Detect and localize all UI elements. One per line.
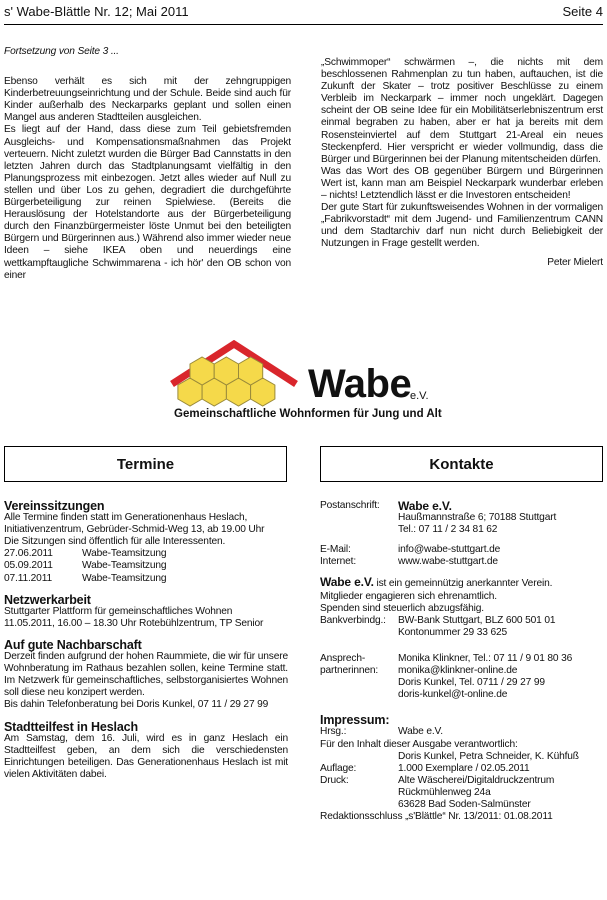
auflage-row bbox=[320, 763, 604, 775]
postanschrift-row bbox=[320, 500, 604, 512]
druck-row-3 bbox=[320, 799, 604, 811]
kontakte-heading-box bbox=[320, 446, 603, 482]
spacer bbox=[320, 677, 398, 689]
ansprech-row-4 bbox=[320, 689, 604, 701]
ansprech-label: Ansprech- bbox=[320, 652, 366, 664]
druck-value: Rückmühlenweg 24a bbox=[398, 786, 491, 798]
internet-label: Internet: bbox=[320, 556, 357, 568]
address-row bbox=[320, 512, 604, 524]
page-number: Seite 4 bbox=[562, 4, 603, 19]
section-title: Netzwerkarbeit bbox=[4, 592, 91, 607]
internet-row bbox=[320, 556, 604, 568]
website-link[interactable]: www.wabe-stuttgart.de bbox=[398, 556, 498, 568]
postanschrift-label: Postanschrift: bbox=[320, 500, 380, 511]
vereinssitzungen-section bbox=[4, 500, 288, 585]
verein-line: Mitglieder engagieren sich ehrenamtlich. bbox=[320, 590, 497, 602]
date-row bbox=[4, 573, 288, 585]
verantwortlich-line: Für den Inhalt dieser Ausgabe verantwortlich: bbox=[320, 738, 518, 750]
termine-column bbox=[4, 500, 288, 790]
spacer bbox=[320, 627, 398, 639]
termine-heading-box bbox=[4, 446, 287, 482]
section-title: Vereinssitzungen bbox=[4, 499, 105, 513]
stadtteilfest-section bbox=[4, 721, 288, 781]
date: 05.09.2011 bbox=[4, 560, 53, 572]
verein-text: ist ein gemeinnützig anerkannter Verein. bbox=[373, 578, 553, 590]
verein-statement bbox=[320, 576, 604, 590]
section-title: Stadtteilfest in Heslach bbox=[4, 719, 138, 734]
spacer bbox=[320, 689, 398, 701]
date: 07.11.2011 bbox=[4, 572, 52, 584]
account-number: Kontonummer 29 33 625 bbox=[398, 626, 507, 638]
section-text: Stuttgarter Plattform für gemeinschaftliches Wohnen bbox=[4, 605, 233, 617]
article-paragraph: „Schwimmoper“ schwärmen –, die nichts mit dem beschlossenen Rahmenplan zu tun haben, auftauchen, ist die Zukunft der Skater – trotz positiver Beschlüsse zu einem Verbleib im Neckarpark – immer noch ungeklärt. Dagegen scheint der OB seine Idee für ein Mobilitätserlebniszentrum erst einmal begraben zu haben, aber er hat ja bereits mit dem Rosensteinviertel auf dem Stuttgart 21-Areal ein neues Steckenpferd. Hier verspricht er wieder vollmundig, dass die Bürger und Bürgerinnen bei der Planung mitentscheiden dürfen. bbox=[321, 57, 603, 165]
section-text: Am Samstag, dem 16. Juli, wird es in ganz Heslach ein Stadtteilfest geben, an dem sich die verschiedensten Einrichtungen beteiligen. Das Generationenhaus Heslach ist mit vielen Aktivitäten dabei. bbox=[4, 732, 288, 780]
verein-name: Wabe e.V. bbox=[320, 575, 374, 590]
redaktionsschluss: Redaktionsschluss „s'Blättle“ Nr. 13/2011: 01.08.2011 bbox=[320, 811, 553, 823]
druck-row bbox=[320, 775, 604, 787]
nachbarschaft-section bbox=[4, 639, 288, 712]
spacer bbox=[320, 799, 398, 811]
spacer bbox=[320, 536, 604, 544]
section-text: Die Sitzungen sind öffentlich für alle Interessenten. bbox=[4, 536, 226, 548]
ansprech-row-2 bbox=[320, 665, 604, 677]
section-text: Bis dahin Telefonberatung bei Doris Kunkel, 07 11 / 29 27 99 bbox=[4, 699, 269, 711]
continued-note: Fortsetzung von Seite 3 ... bbox=[4, 46, 119, 57]
article-paragraph: Es liegt auf der Hand, dass diese zum Teil gebietsfremden Ausgleichs- und Kompensationsmaßnahmen das Projekt verteuern. Nicht zuletzt wurden die Bürger Bad Cannstatts in den letzten Jahren durch das Stadtplanungsamt vielfältig in den Planungsprozess mit einbezogen. Jetzt alles wieder auf Null zu stellen und über Los zu gehen, degradiert die durchgeführte Bürgerbeteiligung zur reinen Spielwiese. (Bereits die Herauslösung der Hotelstandorte aus der Bürgerbeteiligung durch den Finanzbürgermeister löste Unmut bei den beteiligten Bürgern und Bürgerinnen aus.) Während also immer wieder neue Ideen – siehe IKEA oben und neuerdings eine wettkampftaugliche Schwimmarena - ich hör' den OB schon von einer bbox=[4, 124, 291, 281]
logo-tagline: Gemeinschaftliche Wohnformen für Jung und Alt bbox=[174, 408, 442, 420]
termine-heading: Termine bbox=[116, 455, 175, 473]
spacer bbox=[320, 524, 398, 536]
ansprech-row-3 bbox=[320, 677, 604, 689]
section-text: Alle Termine finden statt im Generationenhaus Heslach, Initiativenzentrum, Gebrüder-Schmid-Weg 13, ab 19.00 Uhr bbox=[4, 512, 265, 536]
section-text: Derzeit finden aufgrund der hohen Raummiete, die wir für unsere Wohnberatung im Rathaus bezahlen sollen, keine Termine statt. Im Netzwerk für gemeinschaftliches, selbstorganisiertes Wohnen soll diese neu konzipert werden. bbox=[4, 651, 288, 699]
org-name: Wabe e.V. bbox=[398, 499, 452, 513]
kontakte-heading: Kontakte bbox=[429, 455, 494, 473]
netzwerkarbeit-section bbox=[4, 594, 288, 630]
auflage-label: Auflage: bbox=[320, 762, 357, 774]
date: 27.06.2011 bbox=[4, 548, 53, 560]
logo-suffix: e.V. bbox=[410, 390, 429, 402]
date-row bbox=[4, 560, 288, 572]
event: Wabe-Teamsitzung bbox=[82, 548, 167, 560]
impressum-title: Impressum: bbox=[320, 713, 390, 728]
address: Haußmannstraße 6; 70188 Stuttgart bbox=[398, 512, 557, 524]
date-row bbox=[4, 548, 288, 560]
article-paragraph: Der gute Start für zukunftsweisendes Wohnen in der vormaligen „Fabrikvorstadt“ mit dem Jugend- und Familienzentrum CANN und dem Stadtarchiv darf nun nicht durch Beliebigkeit der Nutzungen in Frage gestellt werden. bbox=[321, 202, 603, 250]
section-title: Auf gute Nachbarschaft bbox=[4, 637, 142, 652]
konto-row bbox=[320, 627, 604, 639]
bank-name: BW-Bank Stuttgart, BLZ 600 501 01 bbox=[398, 614, 556, 626]
contact-email-link[interactable]: doris-kunkel@t-online.de bbox=[398, 689, 508, 701]
ansprech-row-1 bbox=[320, 653, 604, 665]
page-header bbox=[4, 4, 603, 22]
email-label: E-Mail: bbox=[320, 544, 351, 556]
auflage-value: 1.000 Exemplare / 02.05.2011 bbox=[398, 762, 530, 774]
druck-value: 63628 Bad Soden-Salmünster bbox=[398, 798, 531, 810]
email-link[interactable]: info@wabe-stuttgart.de bbox=[398, 544, 501, 556]
spacer bbox=[320, 751, 398, 763]
article-right-column bbox=[321, 57, 603, 269]
spacer bbox=[320, 512, 398, 524]
article-paragraph: Ebenso verhält es sich mit der zehngruppigen Kinderbetreuungseinrichtung und der Schule. Beide sind auch für Kinder außerhalb des Neckarparks geplant und sollen einen Mangel aus anderen Stadtteilen ausgleichen. bbox=[4, 76, 291, 124]
verein-line: Spenden sind steuerlich abzugsfähig. bbox=[320, 602, 484, 614]
bank-label: Bankverbindg.: bbox=[320, 614, 386, 626]
hrsg-value: Wabe e.V. bbox=[398, 726, 443, 738]
druck-label: Druck: bbox=[320, 774, 349, 786]
spacer bbox=[320, 787, 398, 799]
contact-email-link[interactable]: monika@klinkner-online.de bbox=[398, 665, 518, 677]
druck-value: Alte Wäscherei/Digitaldruckzentrum bbox=[398, 774, 555, 786]
verantwortlich-names: Doris Kunkel, Petra Schneider, K. Kühfuß bbox=[398, 750, 579, 762]
header-divider bbox=[4, 24, 603, 25]
druck-row-2 bbox=[320, 787, 604, 799]
contact-line: Doris Kunkel, Tel. 0711 / 29 27 99 bbox=[398, 677, 545, 689]
phone: Tel.: 07 11 / 2 34 81 62 bbox=[398, 524, 498, 536]
spacer bbox=[320, 639, 604, 653]
email-row bbox=[320, 544, 604, 556]
wabe-logo bbox=[170, 340, 470, 422]
hrsg-label: Hrsg.: bbox=[320, 726, 347, 738]
kontakte-column bbox=[320, 500, 604, 823]
event: Wabe-Teamsitzung bbox=[82, 560, 167, 572]
newsletter-issue: s' Wabe-Blättle Nr. 12; Mai 2011 bbox=[4, 4, 189, 19]
ansprech-label: partnerinnen: bbox=[320, 665, 379, 677]
bank-row bbox=[320, 615, 604, 627]
tel-row bbox=[320, 524, 604, 536]
section-text: 11.05.2011, 16.00 – 18.30 Uhr Rotebühlzentrum, TP Senior bbox=[4, 617, 264, 629]
event: Wabe-Teamsitzung bbox=[82, 572, 167, 584]
article-author: Peter Mielert bbox=[547, 256, 603, 268]
hrsg-row bbox=[320, 726, 604, 738]
article-paragraph: Was das Wort des OB gegenüber Bürgern und Bürgerinnen Wert ist, kann man am Beispiel Neckarpark wunderbar erleben – nichts! Letztendlich lässt er die Investoren entscheiden! bbox=[321, 165, 603, 202]
article-left-column bbox=[4, 46, 291, 282]
logo-wordmark: Wabe bbox=[308, 362, 412, 406]
verantwortlich-names-row bbox=[320, 751, 604, 763]
contact-line: Monika Klinkner, Tel.: 07 11 / 9 01 80 36 bbox=[398, 652, 573, 664]
